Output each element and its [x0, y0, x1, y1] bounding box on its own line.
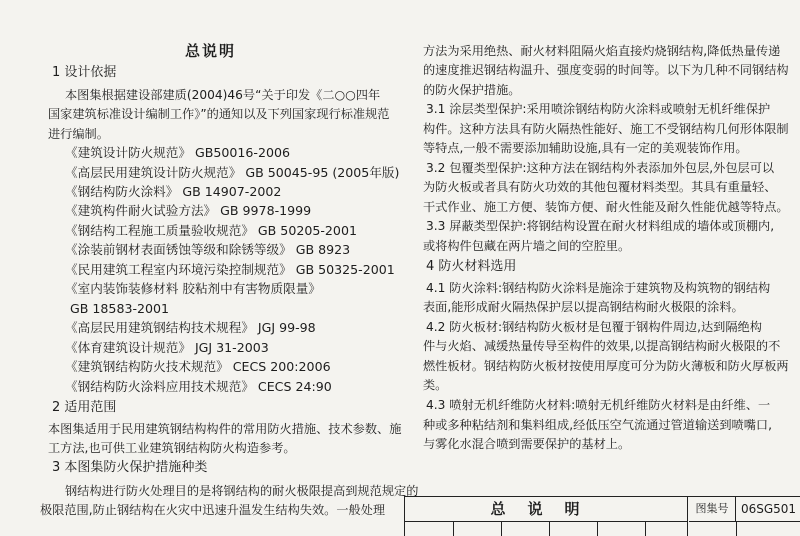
text-line: 的防火保护措施。 — [423, 83, 521, 97]
text-line: 种或多种粘结剂和集料组成,经低压空气流通过管道输送到喷嘴口, — [423, 418, 772, 432]
text-line: 本图集适用于民用建筑钢结构构件的常用防火措施、技术参数、施 — [48, 422, 402, 436]
title-block-title: 总说明 — [405, 497, 688, 522]
signature-cell — [645, 522, 688, 536]
text-line: 钢结构进行防火处理目的是将钢结构的耐火极限提高到规范规定的 — [65, 484, 419, 498]
text-line: 4.2 防火板材:钢结构防火板材是包覆于钢构件周边,达到隔绝构 — [426, 320, 762, 334]
text-line: 的速度推迟钢结构温升、强度变弱的时间等。以下为几种不同钢结构 — [423, 63, 789, 77]
text-line: 件与火焰、减缓热量传导至构件的效果,以提高钢结构耐火极限的不 — [423, 339, 781, 353]
section-heading: 2 适用范围 — [52, 400, 117, 415]
text-line: 本图集根据建设部建质(2004)46号“关于印发《二○○四年 — [65, 88, 381, 102]
standard-item: GB 18583-2001 — [70, 301, 170, 316]
signature-cell — [687, 522, 737, 536]
signature-cell — [549, 522, 598, 536]
text-line: 表面,能形成耐火隔热保护层以提高钢结构耐火极限的涂料。 — [423, 300, 744, 314]
standard-item: 《高层民用建筑设计防火规范》 GB 50045-95 (2005年版) — [65, 165, 400, 180]
text-line: 国家建筑标准设计编制工作》”的通知以及下列国家现行标准规范 — [48, 107, 390, 121]
page-title: 总说明 — [185, 42, 237, 60]
text-line: 干式作业、施工方便、装饰方便、耐火性能及耐久性能优越等特点。 — [423, 200, 789, 214]
text-line: 或将构件包藏在两片墙之间的空腔里。 — [423, 239, 631, 253]
signature-cell — [453, 522, 502, 536]
signature-row — [405, 522, 800, 536]
section-heading: 3 本图集防火保护措施种类 — [52, 460, 208, 475]
text-line: 4.1 防火涂料:钢结构防火涂料是施涂于建筑物及构筑物的钢结构 — [426, 281, 771, 295]
text-line: 3.1 涂层类型保护:采用喷涂钢结构防火涂料或喷射无机纤维保护 — [426, 102, 771, 116]
atlas-number-label: 图集号 — [689, 497, 736, 522]
atlas-number: 06SG501 — [736, 497, 800, 522]
text-line: 燃性板材。钢结构防火板材按使用厚度可分为防火薄板和防火厚板两 — [423, 359, 789, 373]
section-heading: 1 设计依据 — [52, 65, 117, 80]
standard-item: 《建筑构件耐火试验方法》 GB 9978-1999 — [65, 203, 312, 218]
standard-item: 《室内装饰装修材料 胶粘剂中有害物质限量》 — [65, 281, 321, 296]
standard-item: 《钢结构工程施工质量验收规范》 GB 50205-2001 — [65, 223, 357, 238]
signature-cell — [405, 522, 454, 536]
title-block — [404, 496, 800, 536]
standard-item: 《建筑钢结构防火技术规范》 CECS 200:2006 — [65, 359, 331, 374]
standard-item: 《钢结构防火涂料应用技术规范》 CECS 24:90 — [65, 379, 332, 394]
standard-item: 《建筑设计防火规范》 GB50016-2006 — [65, 145, 290, 160]
text-line: 类。 — [423, 378, 448, 392]
text-line: 3.2 包覆类型保护:这种方法在钢结构外表添加外包层,外包层可以 — [426, 161, 775, 175]
standard-item: 《钢结构防火涂料》 GB 14907-2002 — [65, 184, 282, 199]
standard-item: 《民用建筑工程室内环境污染控制规范》 GB 50325-2001 — [65, 262, 395, 277]
text-line: 构件。这种方法具有防火隔热性能好、施工不受钢结构几何形体限制 — [423, 122, 789, 136]
text-line: 为防火板或者具有防火功效的其他包覆材料类型。其具有重量轻、 — [423, 180, 777, 194]
text-line: 与雾化水混合喷到需要保护的基材上。 — [423, 437, 631, 451]
text-line: 4.3 喷射无机纤维防火材料:喷射无机纤维防火材料是由纤维、一 — [426, 398, 771, 412]
text-line: 等特点,一般不需要添加辅助设施,具有一定的美观装饰作用。 — [423, 141, 748, 155]
standard-item: 《体育建筑设计规范》 JGJ 31-2003 — [65, 340, 269, 355]
signature-cell — [501, 522, 550, 536]
signature-cell — [597, 522, 646, 536]
standard-item: 《高层民用建筑钢结构技术规程》 JGJ 99-98 — [65, 320, 316, 335]
text-line: 极限范围,防止钢结构在火灾中迅速升温发生结构失效。一般处理 — [40, 503, 386, 517]
text-line: 工方法,也可供工业建筑钢结构防火构造参考。 — [48, 441, 296, 455]
text-line: 方法为采用绝热、耐火材料阻隔火焰直接灼烧钢结构,降低热量传递 — [423, 44, 781, 58]
section-heading: 4 防火材料选用 — [426, 259, 517, 274]
text-line: 进行编制。 — [48, 127, 109, 141]
standard-item: 《涂装前钢材表面锈蚀等级和除锈等级》 GB 8923 — [65, 242, 351, 257]
text-line: 3.3 屏蔽类型保护:将钢结构设置在耐火材料组成的墙体或顶棚内, — [426, 219, 775, 233]
